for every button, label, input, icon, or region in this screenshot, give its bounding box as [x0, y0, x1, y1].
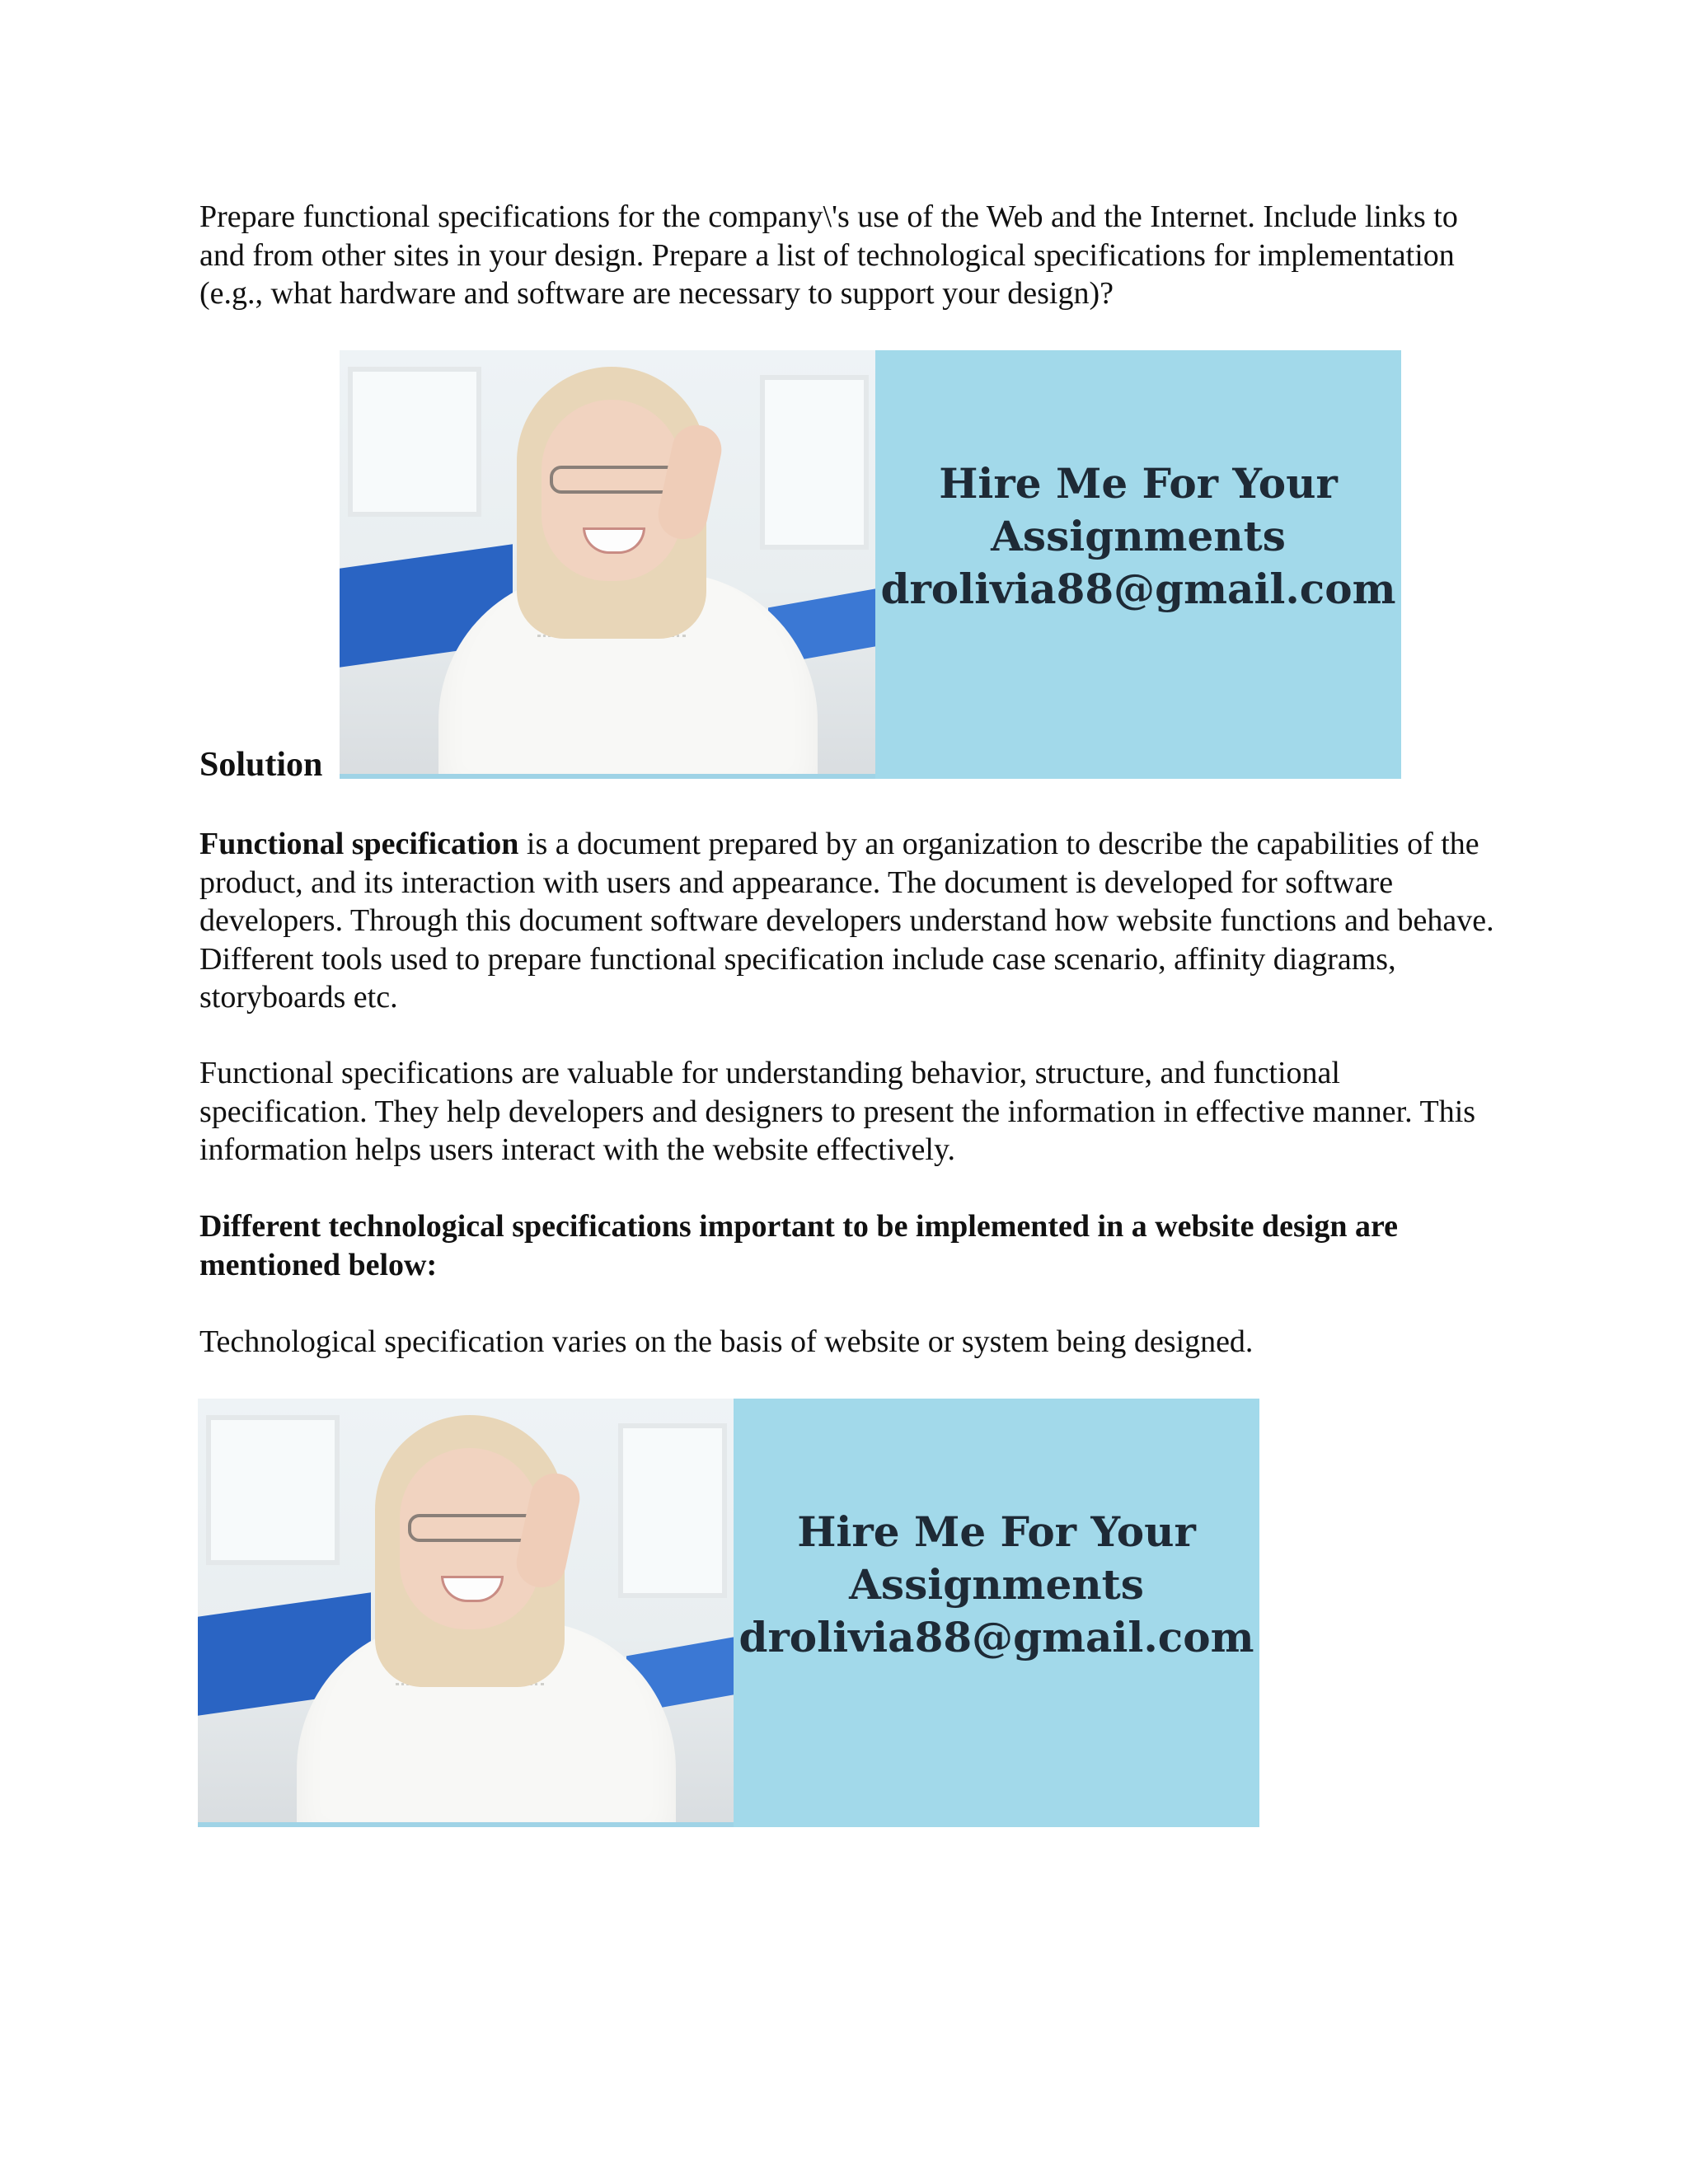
ad-line-email: drolivia88@gmail.com	[880, 565, 1396, 613]
solution-heading: Solution	[199, 746, 323, 784]
advertisement-banner	[340, 350, 1401, 779]
ad-line-hire: Hire Me For Your	[939, 459, 1338, 508]
woman-photo-image	[340, 350, 875, 779]
ad-line-assignments: Assignments	[849, 1560, 1144, 1609]
advertisement-banner-2	[198, 1399, 1259, 1827]
ad-text-panel	[875, 350, 1401, 779]
ad-line-assignments: Assignments	[991, 512, 1286, 560]
valuable-paragraph: Functional specifications are valuable for understanding behavior, structure, and functional specification. They help developers and designers to present the information in effective manner. This information helps users interact with the website effectively.	[199, 1056, 1476, 1167]
functional-spec-paragraph	[199, 825, 1502, 1017]
functional-spec-text: is a document prepared by an organization to describe the capabilities of the product, and its interaction with users and appearance. The document is developed for software developers. Through this document software developers understand how website functions and behave. Different tools used to prepare functional specification include case scenario, affinity diagrams, storyboards etc.	[199, 827, 1494, 1015]
tech-spec-heading: Different technological specifications important to be implemented in a website design are mentioned below:	[199, 1209, 1399, 1282]
ad-line-email: drolivia88@gmail.com	[738, 1613, 1254, 1661]
woman-photo-image	[198, 1399, 734, 1827]
ad-text	[734, 1506, 1259, 1664]
functional-spec-term: Functional specification	[199, 827, 519, 861]
ad-text	[875, 457, 1401, 616]
ad-text-panel	[734, 1399, 1259, 1827]
tech-spec-paragraph: Technological specification varies on the basis of website or system being designed.	[199, 1324, 1254, 1359]
ad-line-hire: Hire Me For Your	[797, 1507, 1196, 1556]
question-paragraph: Prepare functional specifications for the company\'s use of the Web and the Internet. Include links to and from other sites in your design. Prepare a list of technological specifications for implementation (e.g., what hardware and software are necessary to support your design)?	[199, 199, 1458, 311]
